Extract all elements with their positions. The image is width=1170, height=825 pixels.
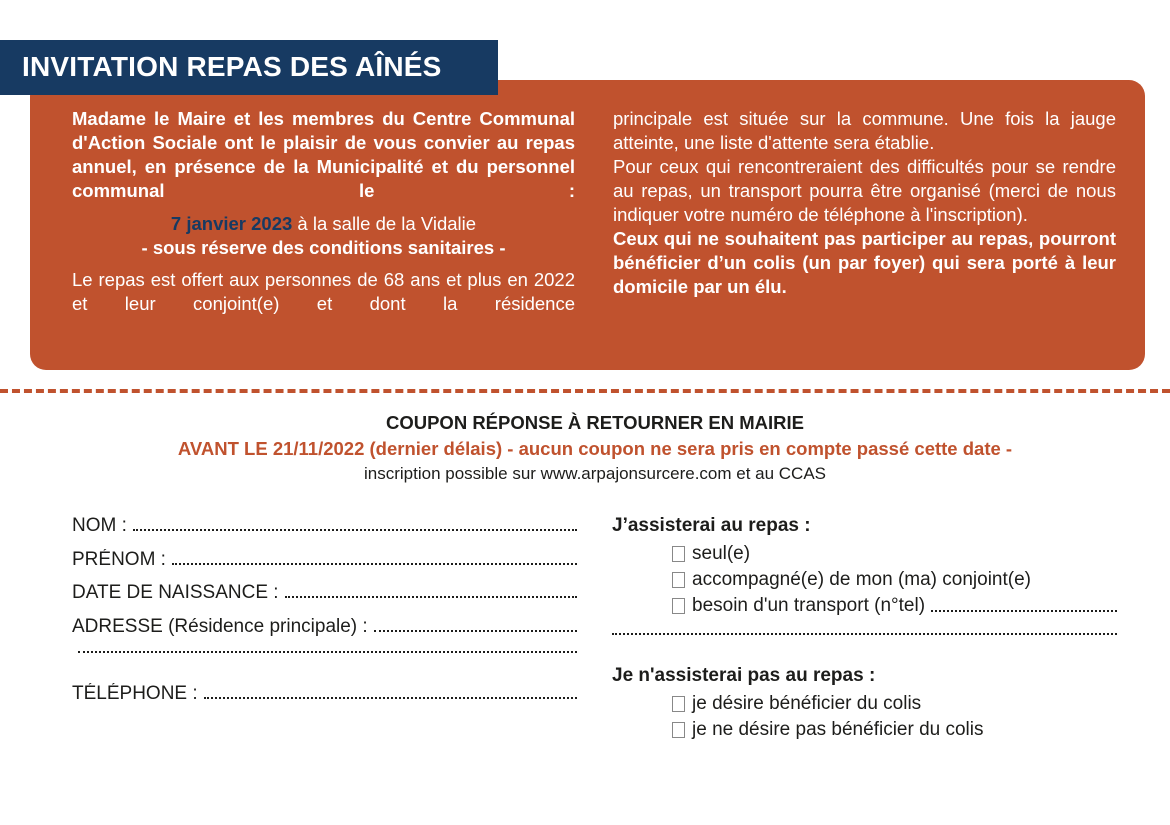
option-alone-label: seul(e) xyxy=(692,543,751,564)
phone-field[interactable] xyxy=(72,683,577,717)
option-no-parcel[interactable] xyxy=(612,717,1117,743)
option-want-parcel[interactable] xyxy=(612,691,1117,717)
not-attend-heading: Je n'assisterai pas au repas : xyxy=(612,665,876,686)
title-banner xyxy=(0,40,498,95)
option-no-parcel-label: je ne désire pas bénéficier du colis xyxy=(692,719,984,740)
eligibility-text-continued: principale est située sur la commune. Une fois la jauge atteinte, une liste d'attente sera établie. xyxy=(613,108,1116,153)
address-field[interactable] xyxy=(72,616,577,650)
checkbox-icon[interactable] xyxy=(672,696,685,712)
name-label: NOM : xyxy=(72,515,127,536)
birthdate-field[interactable] xyxy=(72,582,577,616)
option-transport[interactable] xyxy=(612,593,1117,619)
attend-heading: J’assisterai au repas : xyxy=(612,515,811,536)
birthdate-label: DATE DE NAISSANCE : xyxy=(72,582,279,603)
phone-label: TÉLÉPHONE : xyxy=(72,682,198,704)
dotted-fill xyxy=(133,527,577,531)
transport-text: Pour ceux qui rencontreraient des difficultés pour se rendre au repas, un transport pourra être organisé (merci de nous indiquer votre numéro de téléphone à l'inscription). xyxy=(613,156,1116,225)
dotted-fill xyxy=(374,628,577,632)
firstname-label: PRÉNOM : xyxy=(72,548,166,570)
option-want-parcel-label: je désire bénéficier du colis xyxy=(692,693,922,714)
identity-form xyxy=(72,515,577,716)
event-date-line xyxy=(72,212,575,236)
address-field-line-2[interactable] xyxy=(72,649,577,683)
eligibility-text: Le repas est offert aux personnes de 68 ans et plus en 2022 et leur conjoint(e) et dont la résidence xyxy=(72,269,575,314)
invitation-right-column xyxy=(613,107,1116,299)
parcel-text: Ceux qui ne souhaitent pas participer au repas, pourront bénéficier d’un colis (un par foyer) qui sera porté à leur domicile par un élu. xyxy=(613,228,1116,297)
checkbox-icon[interactable] xyxy=(672,572,685,588)
checkbox-icon[interactable] xyxy=(672,546,685,562)
coupon-title: COUPON RÉPONSE À RETOURNER EN MAIRIE xyxy=(385,412,804,433)
sanitary-notice: - sous réserve des conditions sanitaires - xyxy=(141,237,506,258)
cut-line xyxy=(0,389,1170,393)
option-with-spouse[interactable] xyxy=(612,567,1117,593)
dotted-fill xyxy=(172,561,577,565)
event-date: 7 janvier 2023 xyxy=(170,213,293,234)
invitation-left-column xyxy=(72,107,575,316)
coupon-deadline: AVANT LE 21/11/2022 (dernier délais) - aucun coupon ne sera pris en compte passé cette date - xyxy=(177,438,1013,459)
invitation-intro: Madame le Maire et les membres du Centre Communal d'Action Sociale ont le plaisir de vous convier au repas annuel, en présence de la Municipalité et du personnel communal le : xyxy=(72,108,575,201)
checkbox-icon[interactable] xyxy=(672,722,685,738)
option-transport-label: besoin d'un transport (n°tel) xyxy=(692,595,926,616)
name-field[interactable] xyxy=(72,515,577,549)
option-with-spouse-label: accompagné(e) de mon (ma) conjoint(e) xyxy=(692,569,1031,590)
firstname-field[interactable] xyxy=(72,549,577,583)
dotted-fill xyxy=(931,608,1117,612)
address-label: ADRESSE (Résidence principale) : xyxy=(72,615,368,637)
attendance-form xyxy=(612,515,1117,743)
phone-dotted-line[interactable] xyxy=(612,619,1117,635)
coupon-info: inscription possible sur www.arpajonsurcere.com et au CCAS xyxy=(363,464,827,483)
option-alone[interactable] xyxy=(612,541,1117,567)
dotted-fill xyxy=(285,594,577,598)
page-title: INVITATION REPAS DES AÎNÉS xyxy=(22,51,442,82)
dotted-fill xyxy=(78,649,577,653)
event-place: à la salle de la Vidalie xyxy=(292,213,477,234)
checkbox-icon[interactable] xyxy=(672,598,685,614)
dotted-fill xyxy=(204,695,577,699)
